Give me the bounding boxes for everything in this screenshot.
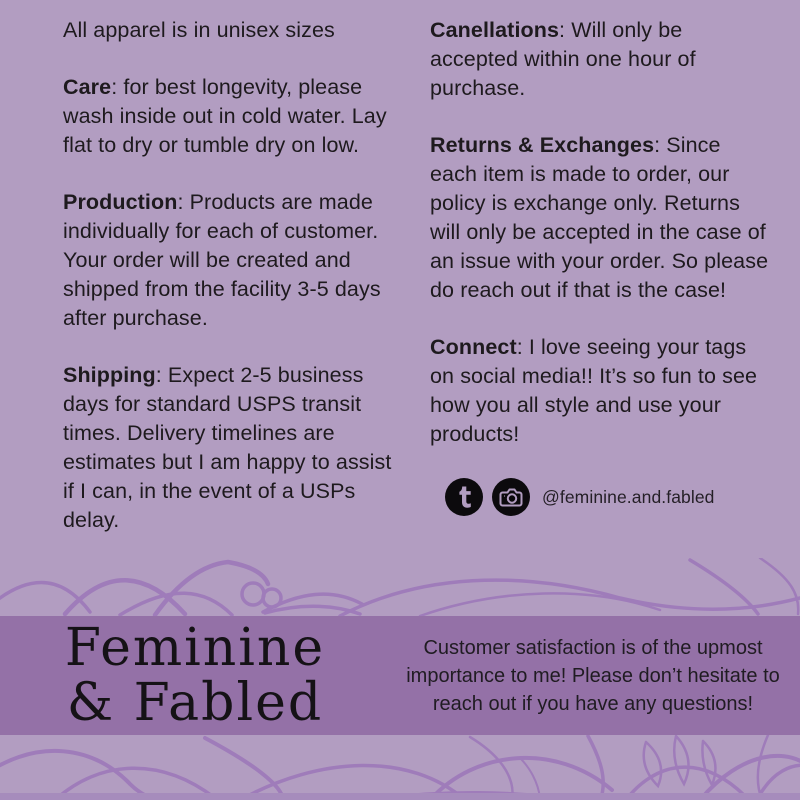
left-column (63, 16, 401, 563)
social-handle: @feminine.and.fabled (542, 486, 715, 507)
paragraph-unisex (63, 16, 401, 45)
instagram-camera-icon (491, 477, 531, 517)
paragraph-text: : Products are made individually for each of customer. Your order will be created and shipped from the facility 3-5 days after purchase. (63, 190, 381, 330)
right-column (430, 16, 772, 517)
paragraph-label: Care (63, 75, 112, 99)
brand-line-1: Feminine (64, 617, 326, 678)
paragraph-returns-exchanges (430, 131, 772, 305)
paragraph-shipping (63, 361, 401, 535)
brand-line-2: & Fabled (66, 672, 324, 733)
paragraph-label: Returns & Exchanges (430, 133, 655, 157)
paragraph-text: : Since each item is made to order, our policy is exchange only. Returns will only be accepted in the case of an issue with your order. So please do reach out if that is the case! (430, 133, 769, 302)
paragraph-care (63, 73, 401, 160)
paragraph-label: Shipping (63, 363, 156, 387)
banner-message: Customer satisfaction is of the upmost importance to me! Please don’t hesitate to reach out if you have any questions! (406, 636, 780, 715)
brand-wordmark (0, 617, 390, 733)
paragraph-production (63, 188, 401, 333)
tumblr-icon (444, 477, 484, 517)
brand-banner (0, 616, 800, 735)
paragraph-label: Canellations (430, 18, 560, 42)
social-row (430, 477, 772, 517)
paragraph-cancellations (430, 16, 772, 103)
paragraph-text: : Will only be accepted within one hour of purchase. (430, 18, 696, 100)
paragraph-text: All apparel is in unisex sizes (63, 18, 335, 42)
paragraph-text: : Expect 2-5 business days for standard USPS transit times. Delivery timelines are estimates but I am happy to assist if I can, in the event of a USPs delay. (63, 363, 392, 532)
paragraph-label: Connect (430, 335, 517, 359)
paragraph-text: : for best longevity, please wash inside out in cold water. Lay flat to dry or tumble dry on low. (63, 75, 387, 157)
bottom-edge-strip (0, 793, 800, 800)
paragraph-connect (430, 333, 772, 449)
paragraph-text: : I love seeing your tags on social media!! It’s so fun to see how you all style and use your products! (430, 335, 758, 446)
paragraph-label: Production (63, 190, 178, 214)
